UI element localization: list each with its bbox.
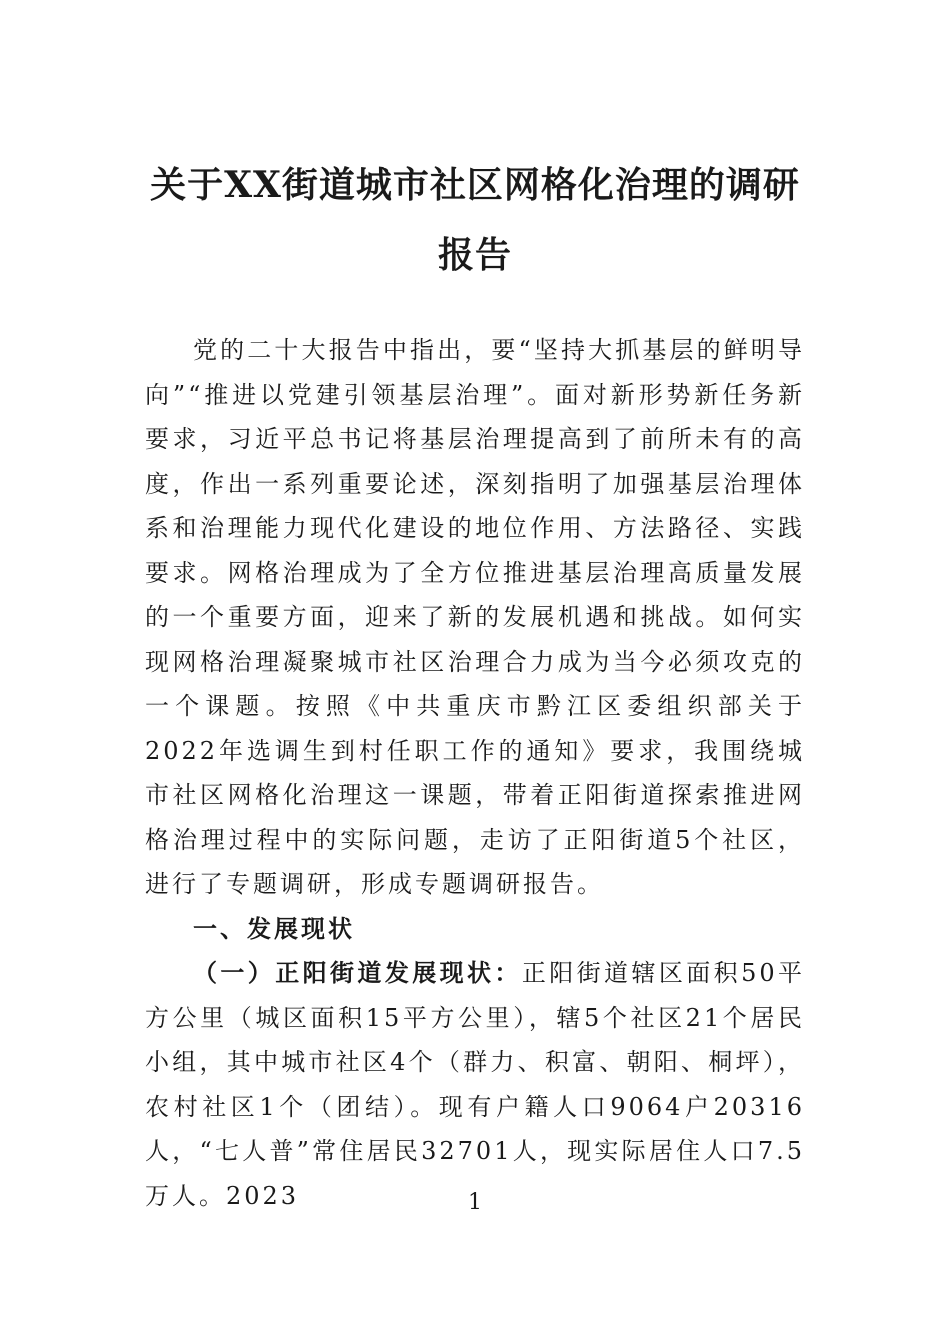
document-body [145, 328, 805, 1218]
section-heading-1: 一、发展现状 [193, 914, 355, 943]
document-title: 关于XX街道城市社区网格化治理的调研报告 [150, 164, 800, 276]
subsection-lead-1: （一）正阳街道发展现状： [193, 958, 522, 987]
page-number: 1 [468, 1190, 482, 1215]
subsection-paragraph-1 [145, 951, 805, 1218]
intro-paragraph: 党的二十大报告中指出，要“坚持大抓基层的鲜明导向”“推进以党建引领基层治理”。面对新形势新任务新要求，习近平总书记将基层治理提高到了前所未有的高度，作出一系列重要论述，深刻指明了加强基层治理体系和治理能力现代化建设的地位作用、方法路径、实践要求。网格治理成为了全方位推进基层治理高质量发展的一个重要方面，迎来了新的发展机遇和挑战。如何实现网格治理凝聚城市社区治理合力成为当今必须攻克的一个课题。按照《中共重庆市黔江区委组织部关于2022年选调生到村任职工作的通知》要求，我围绕城市社区网格化治理这一课题，带着正阳街道探索推进网格治理过程中的实际问题，走访了正阳街道5个社区，进行了专题调研，形成专题调研报告。 [145, 336, 805, 898]
subsection-text-1: 正阳街道辖区面积50平方公里（城区面积15平方公里），辖5个社区21个居民小组，其中城市社区4个（群力、积富、朝阳、桐坪），农村社区1个（团结）。现有户籍人口9064户20316人，“七人普”常住居民32701人，现实际居住人口7.5万人。2023 [145, 959, 806, 1210]
